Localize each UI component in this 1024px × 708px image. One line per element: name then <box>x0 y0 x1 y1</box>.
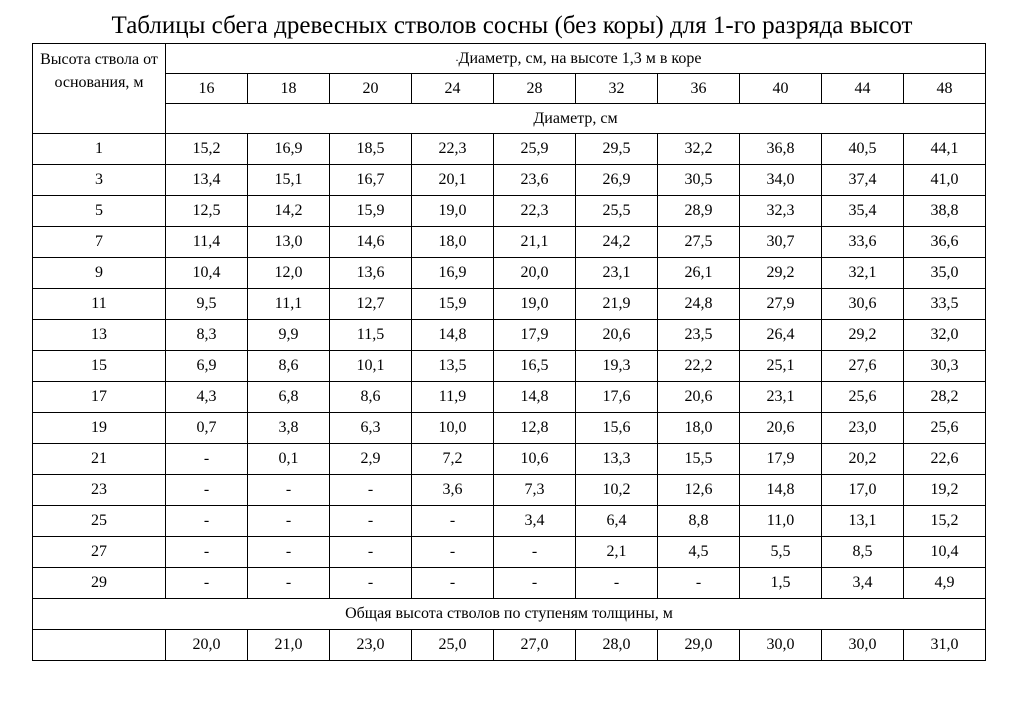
diameter-value-cell: 15,1 <box>248 165 330 196</box>
diameter-value-cell: 30,3 <box>904 351 986 382</box>
table-row <box>33 444 986 475</box>
diameter-value-cell: 11,4 <box>166 227 248 258</box>
stem-height-cell: 5 <box>33 196 166 227</box>
stem-height-cell: 19 <box>33 413 166 444</box>
column-header-diameter: 18 <box>248 74 330 104</box>
diameter-value-cell: 23,0 <box>822 413 904 444</box>
table-row <box>33 258 986 289</box>
diameter-value-cell: - <box>166 506 248 537</box>
diameter-value-cell: 6,4 <box>576 506 658 537</box>
diameter-value-cell: 17,0 <box>822 475 904 506</box>
diameter-value-cell: 25,9 <box>494 134 576 165</box>
stem-height-cell: 21 <box>33 444 166 475</box>
diameter-value-cell: 13,4 <box>166 165 248 196</box>
table-row <box>33 382 986 413</box>
column-header-diameter: 48 <box>904 74 986 104</box>
diameter-value-cell: - <box>412 568 494 599</box>
diameter-value-cell: 8,8 <box>658 506 740 537</box>
diameter-value-cell: - <box>166 537 248 568</box>
diameter-value-cell: 11,0 <box>740 506 822 537</box>
diameter-value-cell: 8,3 <box>166 320 248 351</box>
column-header-diameter: 20 <box>330 74 412 104</box>
diameter-value-cell: 16,9 <box>248 134 330 165</box>
diameter-value-cell: 15,5 <box>658 444 740 475</box>
diameter-value-cell: 22,3 <box>494 196 576 227</box>
diameter-value-cell: 14,8 <box>412 320 494 351</box>
diameter-value-cell: 2,9 <box>330 444 412 475</box>
diameter-value-cell: - <box>166 568 248 599</box>
diameter-value-cell: 24,2 <box>576 227 658 258</box>
column-header-diameter: 40 <box>740 74 822 104</box>
diameter-value-cell: - <box>330 506 412 537</box>
total-height-row <box>33 630 986 661</box>
diameter-value-cell: 12,6 <box>658 475 740 506</box>
diameter-value-cell: 25,6 <box>822 382 904 413</box>
diameter-value-cell: - <box>330 537 412 568</box>
diameter-value-cell: 15,2 <box>904 506 986 537</box>
stem-height-cell: 11 <box>33 289 166 320</box>
diameter-value-cell: - <box>166 475 248 506</box>
diameter-value-cell: - <box>330 475 412 506</box>
diameter-value-cell: - <box>658 568 740 599</box>
diameter-value-cell: 25,6 <box>904 413 986 444</box>
diameter-value-cell: 3,6 <box>412 475 494 506</box>
diameter-value-cell: 26,1 <box>658 258 740 289</box>
stem-height-cell: 1 <box>33 134 166 165</box>
diameter-value-cell: 23,6 <box>494 165 576 196</box>
diameter-value-cell: 12,8 <box>494 413 576 444</box>
diameter-value-cell: 20,0 <box>494 258 576 289</box>
table-row <box>33 227 986 258</box>
diameter-value-cell: 18,5 <box>330 134 412 165</box>
diameter-value-cell: 8,6 <box>330 382 412 413</box>
diameter-value-cell: - <box>412 537 494 568</box>
diameter-value-cell: 40,5 <box>822 134 904 165</box>
diameter-value-cell: 5,5 <box>740 537 822 568</box>
diameter-value-cell: 30,7 <box>740 227 822 258</box>
row-header-label-cell <box>33 44 166 134</box>
diameter-value-cell: 7,3 <box>494 475 576 506</box>
diameter-value-cell: 36,8 <box>740 134 822 165</box>
diameter-value-cell: 0,7 <box>166 413 248 444</box>
diameter-value-cell: 4,9 <box>904 568 986 599</box>
table-row <box>33 134 986 165</box>
total-height-value-cell: 29,0 <box>658 630 740 661</box>
diameter-value-cell: 0,1 <box>248 444 330 475</box>
stem-height-cell: 13 <box>33 320 166 351</box>
diameter-value-cell: 23,5 <box>658 320 740 351</box>
stem-height-cell: 3 <box>33 165 166 196</box>
total-height-label: Общая высота стволов по ступеням толщины, м <box>33 599 986 630</box>
table-row <box>33 165 986 196</box>
table-row <box>33 351 986 382</box>
diameter-value-cell: 28,2 <box>904 382 986 413</box>
diameter-value-cell: 10,6 <box>494 444 576 475</box>
diameter-value-cell: 20,2 <box>822 444 904 475</box>
diameter-value-cell: 13,3 <box>576 444 658 475</box>
diameter-value-cell: - <box>576 568 658 599</box>
diameter-value-cell: 18,0 <box>412 227 494 258</box>
diameter-value-cell: 29,2 <box>740 258 822 289</box>
diameter-value-cell: 23,1 <box>576 258 658 289</box>
diameter-value-cell: 37,4 <box>822 165 904 196</box>
diameter-header: Диаметр, см, на высоте 1,3 м в коре <box>458 49 702 67</box>
diameter-value-cell: 27,5 <box>658 227 740 258</box>
diameter-value-cell: 16,7 <box>330 165 412 196</box>
diameter-subheader: Диаметр, см <box>533 109 618 127</box>
diameter-value-cell: 38,8 <box>904 196 986 227</box>
diameter-value-cell: 29,2 <box>822 320 904 351</box>
diameter-value-cell: 15,6 <box>576 413 658 444</box>
total-height-value-cell: 30,0 <box>740 630 822 661</box>
diameter-value-cell: 3,4 <box>494 506 576 537</box>
diameter-value-cell: 14,6 <box>330 227 412 258</box>
page-title: Таблицы сбега древесных стволов сосны (без коры) для 1-го разряда высот <box>111 12 913 39</box>
diameter-value-cell: 12,0 <box>248 258 330 289</box>
table-row <box>33 320 986 351</box>
stem-height-cell: 17 <box>33 382 166 413</box>
stem-height-cell: 23 <box>33 475 166 506</box>
diameter-value-cell: 22,6 <box>904 444 986 475</box>
diameter-value-cell: 6,8 <box>248 382 330 413</box>
diameter-value-cell: 1,5 <box>740 568 822 599</box>
total-height-value-cell: 27,0 <box>494 630 576 661</box>
diameter-value-cell: 13,0 <box>248 227 330 258</box>
column-header-diameter: 16 <box>166 74 248 104</box>
diameter-value-cell: 15,9 <box>330 196 412 227</box>
table-row <box>33 475 986 506</box>
diameter-value-cell: - <box>330 568 412 599</box>
diameter-value-cell: 35,0 <box>904 258 986 289</box>
total-height-value-cell: 23,0 <box>330 630 412 661</box>
diameter-value-cell: 35,4 <box>822 196 904 227</box>
stem-height-cell: 29 <box>33 568 166 599</box>
diameter-value-cell: 8,5 <box>822 537 904 568</box>
diameter-value-cell: 34,0 <box>740 165 822 196</box>
diameter-value-cell: 29,5 <box>576 134 658 165</box>
total-height-label-row <box>33 599 986 630</box>
diameter-value-cell: 30,6 <box>822 289 904 320</box>
column-header-diameter: 32 <box>576 74 658 104</box>
diameter-value-cell: 17,9 <box>740 444 822 475</box>
diameter-value-cell: - <box>494 568 576 599</box>
total-height-value-cell: 20,0 <box>166 630 248 661</box>
diameter-value-cell: 8,6 <box>248 351 330 382</box>
diameter-value-cell: - <box>248 506 330 537</box>
diameter-value-cell: 32,3 <box>740 196 822 227</box>
stem-height-cell: 9 <box>33 258 166 289</box>
stem-height-cell: 7 <box>33 227 166 258</box>
stem-height-cell: 15 <box>33 351 166 382</box>
diameter-value-cell: 25,1 <box>740 351 822 382</box>
diameter-value-cell: 7,2 <box>412 444 494 475</box>
diameter-value-cell: 17,6 <box>576 382 658 413</box>
diameter-value-cell: 14,8 <box>740 475 822 506</box>
diameter-value-cell: 10,0 <box>412 413 494 444</box>
diameter-value-cell: 22,3 <box>412 134 494 165</box>
diameter-value-cell: 24,8 <box>658 289 740 320</box>
diameter-value-cell: 6,9 <box>166 351 248 382</box>
row-header-label: Высота ствола от основания, м <box>40 51 158 91</box>
diameter-value-cell: 3,8 <box>248 413 330 444</box>
diameter-value-cell: 19,0 <box>494 289 576 320</box>
header-row-subheader <box>33 104 986 134</box>
diameter-value-cell: 14,8 <box>494 382 576 413</box>
table-row <box>33 506 986 537</box>
diameter-value-cell: 10,1 <box>330 351 412 382</box>
diameter-value-cell: 9,9 <box>248 320 330 351</box>
diameter-value-cell: 27,9 <box>740 289 822 320</box>
column-header-diameter: 28 <box>494 74 576 104</box>
diameter-value-cell: 10,4 <box>166 258 248 289</box>
diameter-value-cell: 20,1 <box>412 165 494 196</box>
diameter-value-cell: 33,5 <box>904 289 986 320</box>
stem-height-cell: 27 <box>33 537 166 568</box>
diameter-value-cell: - <box>248 537 330 568</box>
diameter-value-cell: 22,2 <box>658 351 740 382</box>
diameter-value-cell: 6,3 <box>330 413 412 444</box>
total-height-value-cell: 28,0 <box>576 630 658 661</box>
column-header-diameter: 44 <box>822 74 904 104</box>
total-height-value-cell: 30,0 <box>822 630 904 661</box>
diameter-value-cell: 4,3 <box>166 382 248 413</box>
diameter-value-cell: 19,2 <box>904 475 986 506</box>
diameter-value-cell: 27,6 <box>822 351 904 382</box>
diameter-value-cell: 20,6 <box>740 413 822 444</box>
diameter-value-cell: - <box>166 444 248 475</box>
diameter-value-cell: 3,4 <box>822 568 904 599</box>
diameter-value-cell: 19,3 <box>576 351 658 382</box>
diameter-value-cell: 19,0 <box>412 196 494 227</box>
diameter-value-cell: 15,9 <box>412 289 494 320</box>
diameter-value-cell: - <box>248 568 330 599</box>
diameter-value-cell: 26,4 <box>740 320 822 351</box>
diameter-value-cell: 10,4 <box>904 537 986 568</box>
diameter-value-cell: 17,9 <box>494 320 576 351</box>
diameter-value-cell: 33,6 <box>822 227 904 258</box>
diameter-value-cell: 44,1 <box>904 134 986 165</box>
diameter-value-cell: 32,2 <box>658 134 740 165</box>
total-height-empty-cell <box>33 630 166 661</box>
diameter-value-cell: 23,1 <box>740 382 822 413</box>
diameter-value-cell: 21,9 <box>576 289 658 320</box>
diameter-value-cell: 26,9 <box>576 165 658 196</box>
diameter-value-cell: - <box>248 475 330 506</box>
column-header-diameter: 36 <box>658 74 740 104</box>
header-row-diameter <box>33 44 986 74</box>
header-row-columns <box>33 74 986 104</box>
table-row <box>33 537 986 568</box>
diameter-value-cell: 16,5 <box>494 351 576 382</box>
diameter-value-cell: 11,5 <box>330 320 412 351</box>
taper-table <box>32 43 986 661</box>
diameter-value-cell: 2,1 <box>576 537 658 568</box>
table-row <box>33 289 986 320</box>
column-header-diameter: 24 <box>412 74 494 104</box>
diameter-value-cell: 36,6 <box>904 227 986 258</box>
diameter-value-cell: 10,2 <box>576 475 658 506</box>
diameter-value-cell: 25,5 <box>576 196 658 227</box>
diameter-value-cell: 14,2 <box>248 196 330 227</box>
table-row <box>33 413 986 444</box>
total-height-value-cell: 21,0 <box>248 630 330 661</box>
table-row <box>33 196 986 227</box>
diameter-value-cell: 30,5 <box>658 165 740 196</box>
total-height-value-cell: 25,0 <box>412 630 494 661</box>
diameter-value-cell: 11,9 <box>412 382 494 413</box>
diameter-value-cell: 15,2 <box>166 134 248 165</box>
diameter-header-cell <box>166 44 986 74</box>
diameter-value-cell: 20,6 <box>658 382 740 413</box>
diameter-value-cell: 13,1 <box>822 506 904 537</box>
diameter-value-cell: 21,1 <box>494 227 576 258</box>
diameter-value-cell: 12,7 <box>330 289 412 320</box>
total-height-value-cell: 31,0 <box>904 630 986 661</box>
diameter-value-cell: - <box>412 506 494 537</box>
diameter-value-cell: 9,5 <box>166 289 248 320</box>
header-dot-mark: . <box>455 49 459 64</box>
diameter-value-cell: 28,9 <box>658 196 740 227</box>
diameter-value-cell: 11,1 <box>248 289 330 320</box>
diameter-value-cell: 18,0 <box>658 413 740 444</box>
diameter-value-cell: 13,5 <box>412 351 494 382</box>
diameter-value-cell: 4,5 <box>658 537 740 568</box>
table-row <box>33 568 986 599</box>
diameter-value-cell: 32,1 <box>822 258 904 289</box>
diameter-value-cell: 13,6 <box>330 258 412 289</box>
diameter-value-cell: 41,0 <box>904 165 986 196</box>
diameter-value-cell: - <box>494 537 576 568</box>
diameter-value-cell: 12,5 <box>166 196 248 227</box>
diameter-value-cell: 20,6 <box>576 320 658 351</box>
diameter-value-cell: 32,0 <box>904 320 986 351</box>
diameter-subheader-cell <box>166 104 986 134</box>
stem-height-cell: 25 <box>33 506 166 537</box>
diameter-value-cell: 16,9 <box>412 258 494 289</box>
